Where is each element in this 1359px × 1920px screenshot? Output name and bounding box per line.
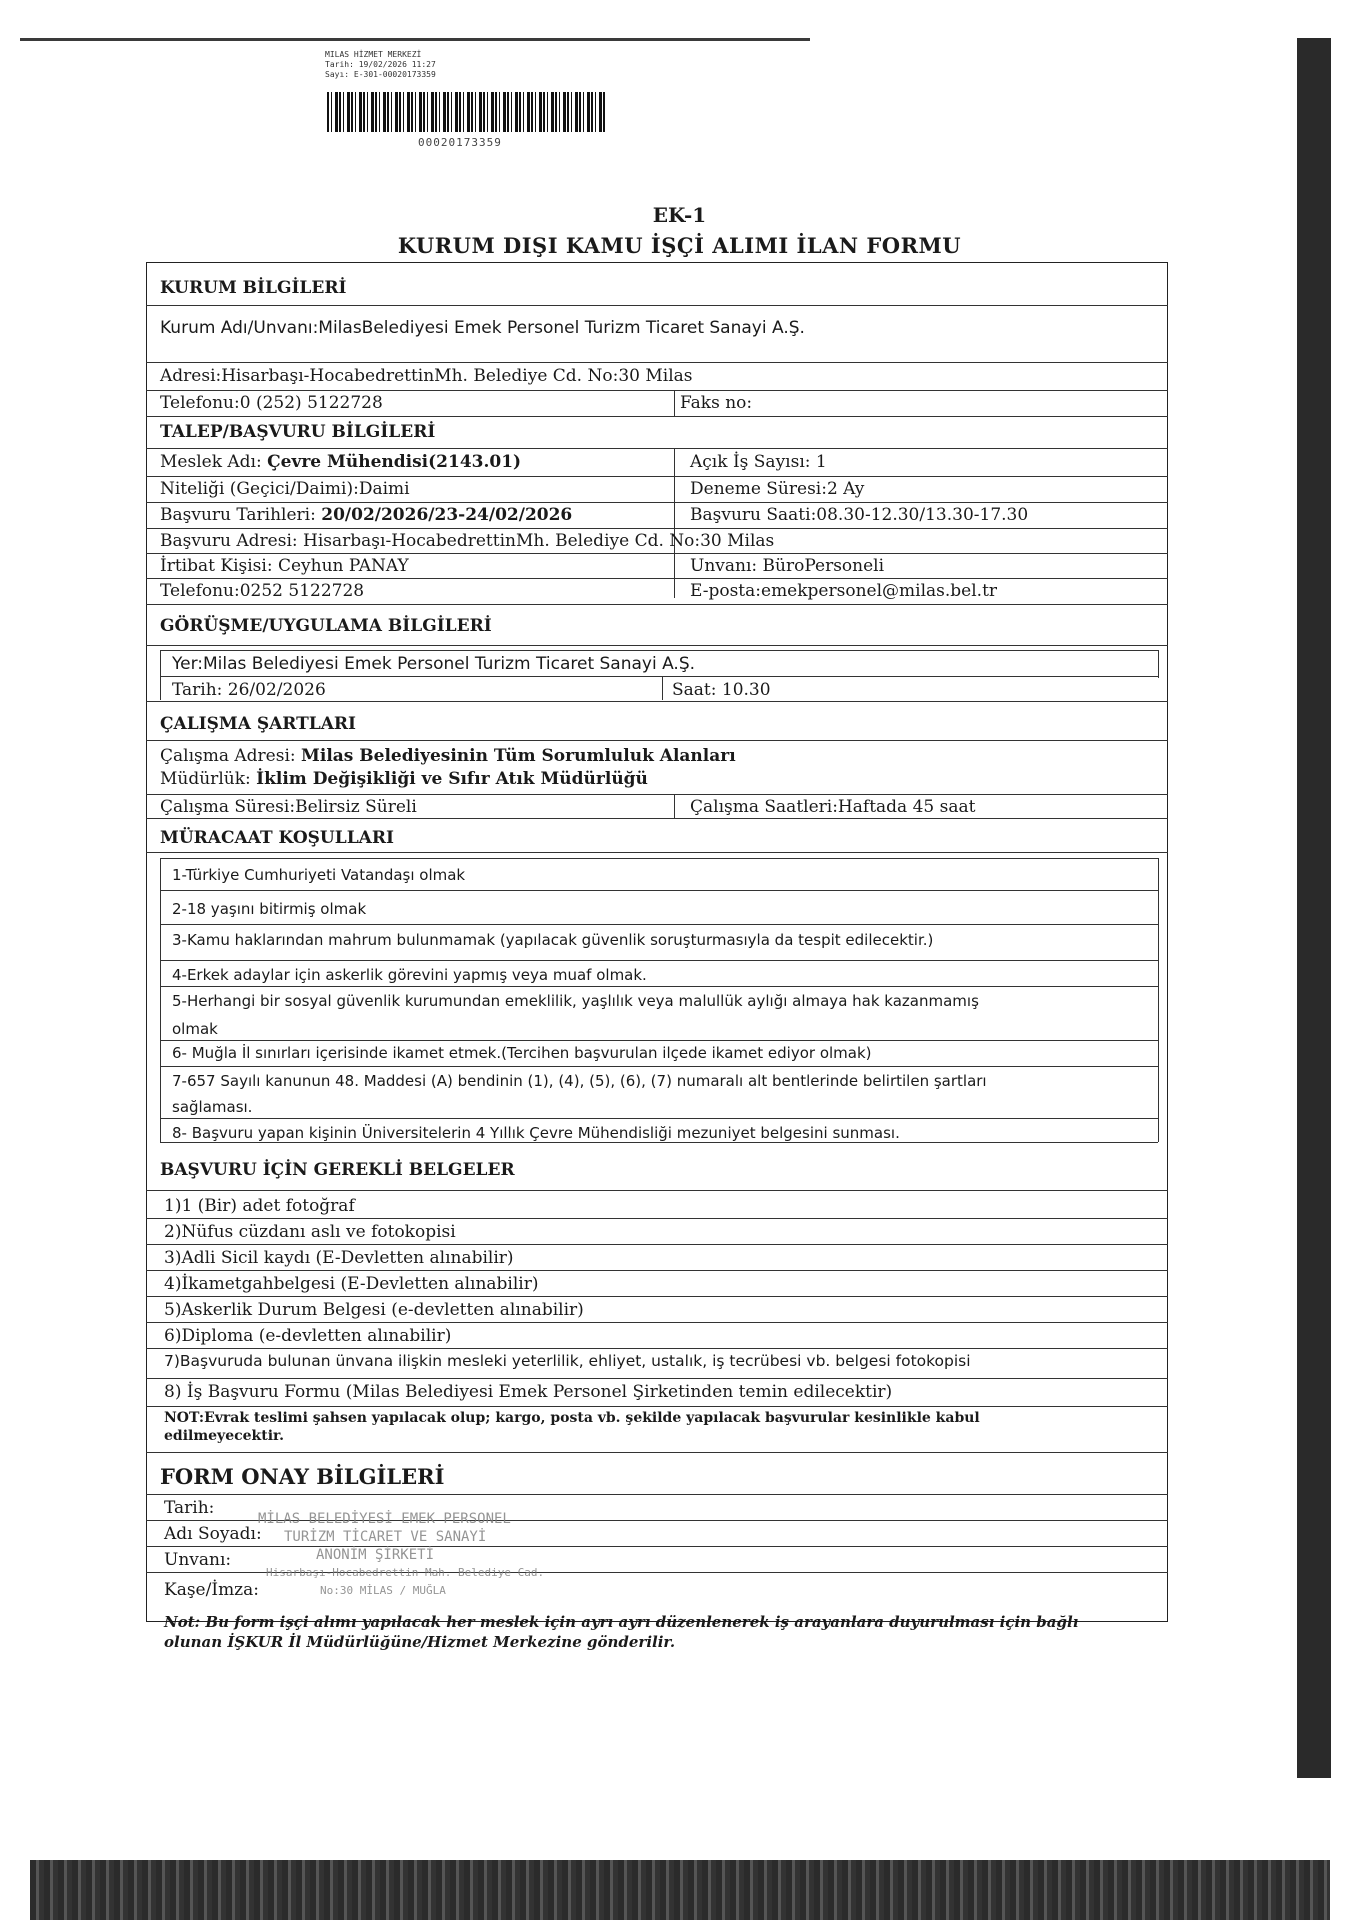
talep-niteligi: Niteliği (Geçici/Daimi):Daimi xyxy=(160,479,410,499)
talep-adres: Başvuru Adresi: Hisarbaşı-HocabedrettinMh. Belediye Cd. No:30 Milas xyxy=(160,531,775,551)
scan-edge-bottom xyxy=(30,1860,1330,1920)
section-heading-belgeler: BAŞVURU İÇİN GEREKLİ BELGELER xyxy=(160,1160,515,1180)
talep-acik-is: Açık İş Sayısı: 1 xyxy=(690,452,827,472)
document-item: 2)Nüfus cüzdanı aslı ve fotokopisi xyxy=(164,1222,456,1242)
onay-kase-imza: Kaşe/İmza: xyxy=(164,1580,260,1600)
company-stamp-line: ANONİM ŞİRKETİ xyxy=(316,1547,435,1563)
condition-item: 2-18 yaşını bitirmiş olmak xyxy=(172,900,367,918)
stamp-date: Tarih: 19/02/2026 11:27 xyxy=(325,60,436,69)
document-item: 6)Diploma (e-devletten alınabilir) xyxy=(164,1326,452,1346)
section-heading-calisma: ÇALIŞMA ŞARTLARI xyxy=(160,714,356,734)
company-stamp-line: Hisarbaşı-Hocabedrettin Mah. Belediye Cad. xyxy=(266,1566,545,1579)
footnote xyxy=(164,1612,1174,1652)
calisma-mudurluk xyxy=(160,769,648,789)
condition-item: 4-Erkek adaylar için askerlik görevini yapmış veya muaf olmak. xyxy=(172,966,647,984)
talep-tarihleri xyxy=(160,505,572,525)
scan-edge-right xyxy=(1297,38,1331,1778)
condition-item: 5-Herhangi bir sosyal güvenlik kurumundan emeklilik, yaşlılık veya malullük aylığı almaya hak kazanmamış xyxy=(172,992,979,1010)
company-stamp-line: No:30 MİLAS / MUĞLA xyxy=(320,1584,446,1597)
condition-item: 7-657 Sayılı kanunun 48. Maddesi (A) bendinin (1), (4), (5), (6), (7) numaralı alt bentlerinde belirtilen şartları xyxy=(172,1072,987,1090)
document-item: 1)1 (Bir) adet fotoğraf xyxy=(164,1196,355,1216)
footnote-line2: olunan İŞKUR İl Müdürlüğüne/Hizmet Merkezine gönderilir. xyxy=(164,1633,676,1651)
condition-item: 1-Türkiye Cumhuriyeti Vatandaşı olmak xyxy=(172,866,466,884)
onay-unvani: Unvanı: xyxy=(164,1550,232,1570)
calisma-sure: Çalışma Süresi:Belirsiz Süreli xyxy=(160,797,417,817)
kurum-adi: Kurum Adı/Unvanı:MilasBelediyesi Emek Personel Turizm Ticaret Sanayi A.Ş. xyxy=(160,318,805,338)
talep-unvan: Unvanı: BüroPersoneli xyxy=(690,556,885,576)
onay-tarih: Tarih: xyxy=(164,1498,215,1518)
calisma-mudurluk-value: İklim Değişikliği ve Sıfır Atık Müdürlüğü xyxy=(256,769,648,789)
company-stamp-line: TURİZM TİCARET VE SANAYİ xyxy=(284,1529,487,1545)
calisma-mudurluk-label: Müdürlük: xyxy=(160,769,257,789)
barcode-number: 00020173359 xyxy=(418,136,502,149)
belgeler-note-line2: edilmeyecektir. xyxy=(164,1428,284,1444)
section-heading-kurum: KURUM BİLGİLERİ xyxy=(160,278,347,298)
condition-item: 3-Kamu haklarından mahrum bulunmamak (yapılacak güvenlik soruşturmasıyla da tespit edilecektir.) xyxy=(172,931,934,949)
document-item: 7)Başvuruda bulunan ünvana ilişkin mesleki yeterlilik, ehliyet, ustalık, iş tecrübesi vb. belgesi fotokopisi xyxy=(164,1352,971,1370)
talep-meslek-label: Meslek Adı: xyxy=(160,452,268,472)
page-title: KURUM DIŞI KAMU İŞÇİ ALIMI İLAN FORMU xyxy=(397,233,962,258)
belgeler-note-line1: NOT:Evrak teslimi şahsen yapılacak olup; kargo, posta vb. şekilde yapılacak başvurular kesinlikle kabul xyxy=(164,1410,980,1426)
talep-tarih-value: 20/02/2026/23-24/02/2026 xyxy=(321,505,573,525)
gorusme-tarih: Tarih: 26/02/2026 xyxy=(172,680,326,700)
talep-eposta: E-posta:emekpersonel@milas.bel.tr xyxy=(690,581,998,601)
section-heading-onay: FORM ONAY BİLGİLERİ xyxy=(160,1464,445,1489)
talep-tarih-label: Başvuru Tarihleri: xyxy=(160,505,322,525)
stamp-office: MILAS HİZMET MERKEZİ xyxy=(325,50,422,59)
calisma-adres xyxy=(160,746,736,766)
document-item: 8) İş Başvuru Formu (Milas Belediyesi Emek Personel Şirketinden temin edilecektir) xyxy=(164,1382,893,1402)
barcode-icon xyxy=(327,92,605,132)
kurum-adres: Adresi:Hisarbaşı-HocabedrettinMh. Belediye Cd. No:30 Milas xyxy=(160,366,693,386)
scan-edge-top xyxy=(20,38,810,41)
condition-item-cont: sağlaması. xyxy=(172,1098,253,1116)
stamp-number: Sayı: E-301-00020173359 xyxy=(325,70,436,79)
calisma-adres-label: Çalışma Adresi: xyxy=(160,746,302,766)
gorusme-saat: Saat: 10.30 xyxy=(672,680,771,700)
condition-item: 8- Başvuru yapan kişinin Üniversitelerin 4 Yıllık Çevre Mühendisliği mezuniyet belgesini sunması. xyxy=(172,1124,900,1142)
document-item: 3)Adli Sicil kaydı (E-Devletten alınabilir) xyxy=(164,1248,514,1268)
talep-meslek-value: Çevre Mühendisi(2143.01) xyxy=(267,452,522,472)
condition-item-cont: olmak xyxy=(172,1020,218,1038)
section-heading-muracaat: MÜRACAAT KOŞULLARI xyxy=(160,828,394,848)
document-item: 4)İkametgahbelgesi (E-Devletten alınabilir) xyxy=(164,1274,539,1294)
gorusme-yer: Yer:Milas Belediyesi Emek Personel Turizm Ticaret Sanayi A.Ş. xyxy=(172,654,696,674)
document-registration-stamp xyxy=(325,50,436,80)
section-heading-gorusme: GÖRÜŞME/UYGULAMA BİLGİLERİ xyxy=(160,616,492,636)
section-heading-talep: TALEP/BAŞVURU BİLGİLERİ xyxy=(160,422,436,442)
talep-saat: Başvuru Saati:08.30-12.30/13.30-17.30 xyxy=(690,505,1029,525)
talep-deneme: Deneme Süresi:2 Ay xyxy=(690,479,865,499)
document-item: 5)Askerlik Durum Belgesi (e-devletten alınabilir) xyxy=(164,1300,584,1320)
kurum-telefon: Telefonu:0 (252) 5122728 xyxy=(160,393,383,413)
document-annex-label: EK-1 xyxy=(652,203,707,227)
kurum-faks: Faks no: xyxy=(680,393,753,413)
talep-irtibat: İrtibat Kişisi: Ceyhun PANAY xyxy=(160,556,409,576)
company-stamp-line: MİLAS BELEDİYESİ EMEK PERSONEL xyxy=(258,1511,511,1527)
talep-meslek xyxy=(160,452,521,472)
footnote-line1: Not: Bu form işçi alımı yapılacak her meslek için ayrı ayrı düzenlenerek iş arayanlara duyurulması için bağlı xyxy=(164,1613,1079,1631)
talep-telefon: Telefonu:0252 5122728 xyxy=(160,581,365,601)
onay-adi-soyadi: Adı Soyadı: xyxy=(164,1524,262,1544)
condition-item: 6- Muğla İl sınırları içerisinde ikamet etmek.(Tercihen başvurulan ilçede ikamet ediyor olmak) xyxy=(172,1044,872,1062)
calisma-adres-value: Milas Belediyesinin Tüm Sorumluluk Alanları xyxy=(301,746,736,766)
calisma-saatler: Çalışma Saatleri:Haftada 45 saat xyxy=(690,797,976,817)
